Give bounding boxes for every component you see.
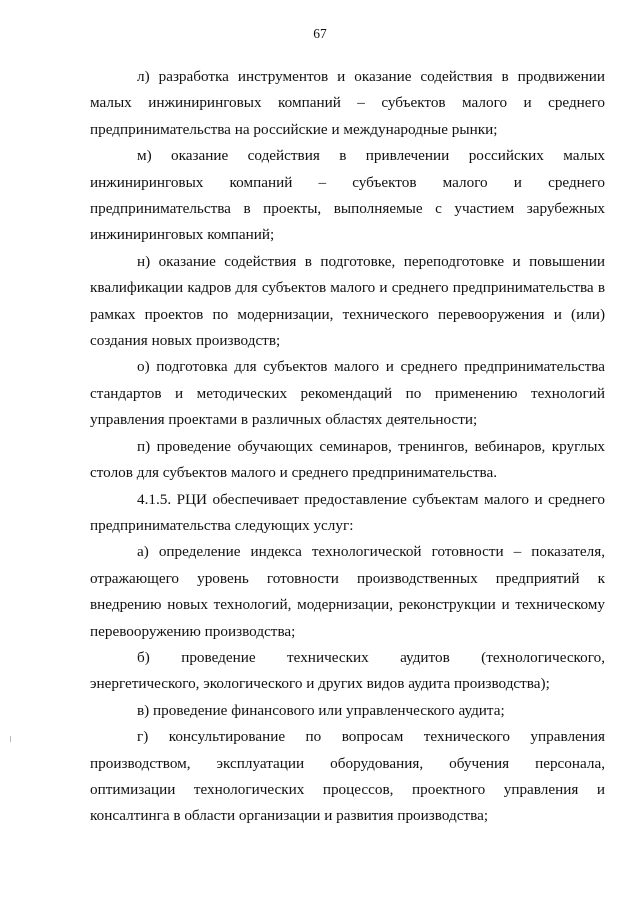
paragraph-b: б) проведение технических аудитов (технологического, энергетического, экологического и других видов аудита производства); — [90, 648, 605, 693]
page-number: 67 — [313, 26, 327, 41]
document-body — [90, 64, 605, 830]
paragraph-m: м) оказание содействия в привлечении российских малых инжиниринговых компаний – субъектов малого и среднего предпринимательства в проекты, выполняемые с участием зарубежных инжиниринговых компаний; — [90, 147, 605, 244]
paragraph-l: л) разработка инструментов и оказание содействия в продвижении малых инжиниринговых компаний – субъектов малого и среднего предпринимательства на российские и международные рынки; — [90, 68, 605, 138]
paragraph-v: в) проведение финансового или управленческого аудита; — [137, 701, 505, 719]
scan-mark — [10, 736, 11, 742]
paragraph-n: н) оказание содействия в подготовке, переподготовке и повышении квалификации кадров для субъектов малого и среднего предпринимательства в рамках проектов по модернизации, технического перевооружения и (или) создания новых производств; — [90, 252, 605, 350]
paragraph-o: о) подготовка для субъектов малого и среднего предпринимательства стандартов и методических рекомендаций по применению технологий управления проектами в различных областях деятельности; — [90, 358, 605, 429]
paragraph-a: а) определение индекса технологической готовности – показателя, отражающего уровень готовности производственных предприятий к внедрению новых технологий, модернизации, реконструкции и техническому перевооружению производства; — [90, 543, 605, 640]
paragraph-4-1-5: 4.1.5. РЦИ обеспечивает предоставление субъектам малого и среднего предпринимательства следующих услуг: — [90, 490, 605, 534]
paragraph-g: г) консультирование по вопросам технического управления производством, эксплуатации оборудования, обучения персонала, оптимизации технологических процессов, проектного управления и консалтинга в области организации и развития производства; — [90, 728, 605, 825]
paragraph-p: п) проведение обучающих семинаров, тренингов, вебинаров, круглых столов для субъектов малого и среднего предпринимательства. — [90, 437, 605, 482]
